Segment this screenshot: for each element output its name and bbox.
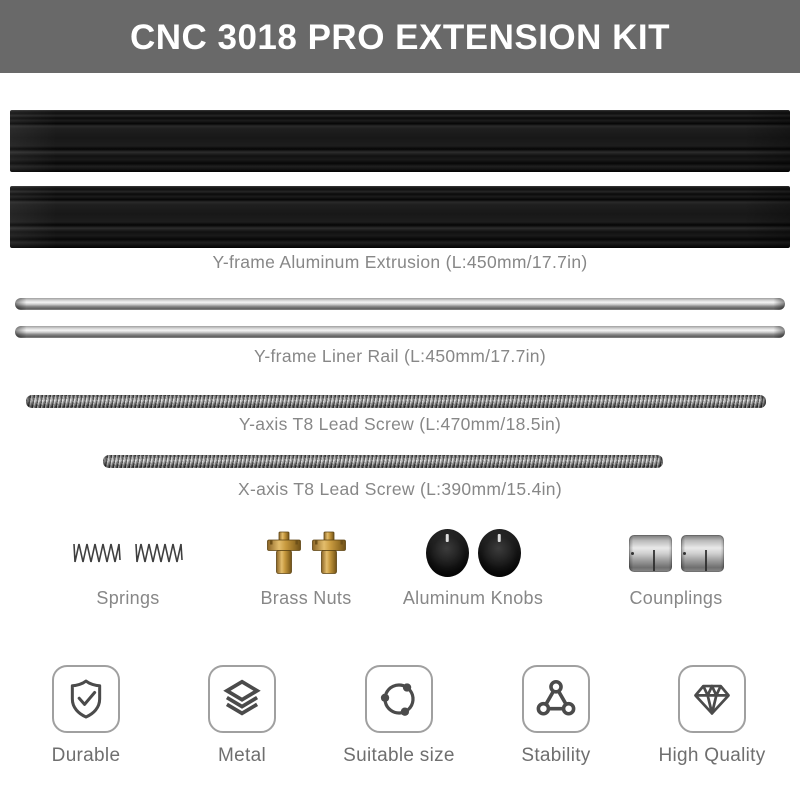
feature-stability (486, 665, 626, 767)
feature-metal-label: Metal (218, 745, 266, 766)
page-title: CNC 3018 PRO EXTENSION KIT (129, 18, 671, 57)
title-banner (0, 0, 800, 73)
feature-suitable-size-label: Suitable size (343, 745, 455, 766)
brass-nuts-label: Brass Nuts (260, 588, 352, 608)
triangle-nodes-icon (533, 676, 579, 722)
aluminum-extrusion-image-2 (10, 186, 790, 248)
share-dots-icon (376, 676, 422, 722)
feature-box (365, 665, 433, 733)
feature-box (522, 665, 590, 733)
feature-metal (172, 665, 312, 767)
liner-rail-image-2 (15, 326, 785, 338)
brass-nut-icon (311, 531, 347, 575)
liner-rail-label: Y-frame Liner Rail (L:450mm/17.7in) (254, 346, 546, 366)
springs-group (53, 528, 203, 610)
brass-nuts-group (231, 528, 381, 610)
y-axis-lead-screw-image (26, 395, 766, 408)
x-axis-lead-screw-label: X-axis T8 Lead Screw (L:390mm/15.4in) (238, 479, 562, 499)
extrusion-label: Y-frame Aluminum Extrusion (L:450mm/17.7in) (212, 252, 588, 272)
springs-label: Springs (96, 588, 160, 608)
couplings-label: Counplings (629, 588, 723, 608)
feature-durable (16, 665, 156, 767)
aluminum-knobs-group (398, 528, 548, 610)
brass-nuts-image (231, 528, 381, 578)
y-axis-lead-screw-label: Y-axis T8 Lead Screw (L:470mm/18.5in) (238, 414, 562, 434)
feature-high-quality (642, 665, 782, 767)
x-axis-lead-screw-image (103, 455, 663, 468)
aluminum-knobs-image (398, 528, 548, 578)
couplings-image (601, 528, 751, 578)
spring-icon (72, 540, 184, 566)
feature-box (208, 665, 276, 733)
knob-icon (426, 529, 469, 577)
couplings-group (601, 528, 751, 610)
aluminum-extrusion-image-1 (10, 110, 790, 172)
coupling-icon (681, 535, 724, 572)
feature-suitable-size (329, 665, 469, 767)
springs-image (53, 528, 203, 578)
feature-high-quality-label: High Quality (658, 745, 766, 766)
shield-check-icon (63, 676, 109, 722)
feature-stability-label: Stability (521, 745, 591, 766)
coupling-icon (629, 535, 672, 572)
diamond-icon (689, 676, 735, 722)
brass-nut-icon (266, 531, 302, 575)
aluminum-knobs-label: Aluminum Knobs (402, 588, 544, 608)
feature-box (678, 665, 746, 733)
layers-icon (219, 676, 265, 722)
feature-durable-label: Durable (51, 745, 121, 766)
liner-rail-image-1 (15, 298, 785, 310)
knob-icon (478, 529, 521, 577)
feature-box (52, 665, 120, 733)
